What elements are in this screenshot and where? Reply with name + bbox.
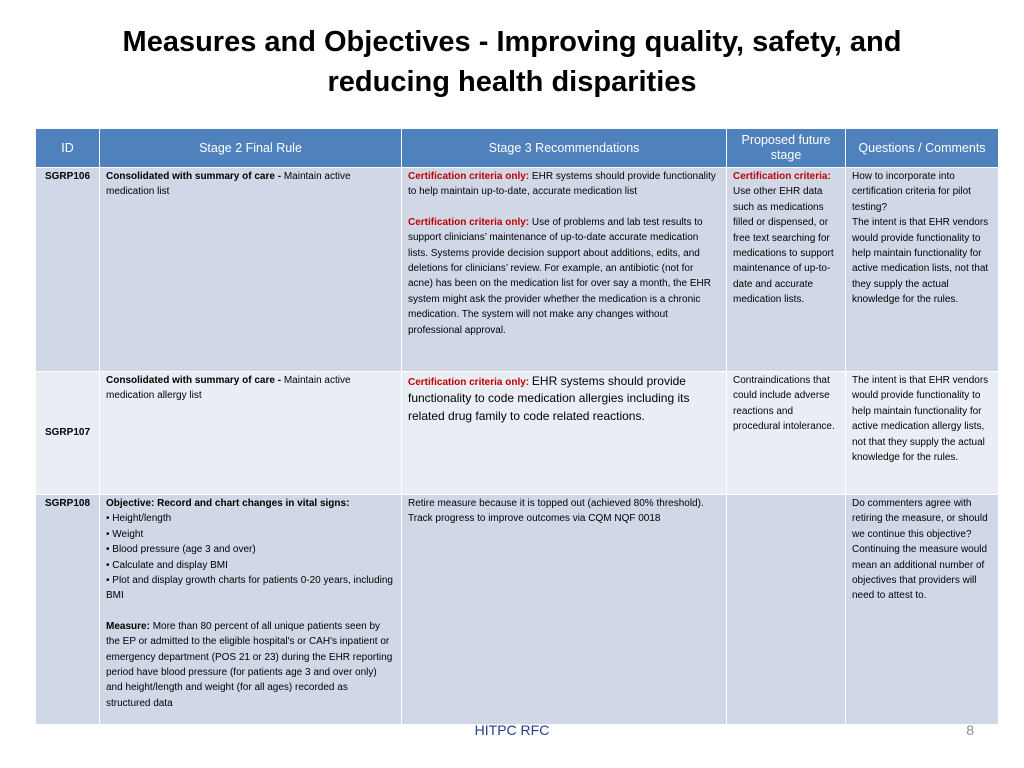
comments-cell [846, 495, 999, 725]
bullet-item: • Blood pressure (age 3 and over) [106, 544, 256, 556]
measure-label: Measure: [106, 620, 150, 632]
comments-cell [846, 168, 999, 372]
header-comments: Questions / Comments [846, 129, 999, 168]
stage3-label: Certification criteria only: [408, 216, 530, 228]
header-id: ID [36, 129, 100, 168]
stage2-objective: Objective: Record and chart changes in vital signs: [106, 498, 350, 509]
row-id: SGRP108 [36, 495, 100, 725]
slide-title: Measures and Objectives - Improving quality, safety, and reducing health disparities [122, 26, 902, 98]
bullet-item: • Plot and display growth charts for patients 0-20 years, including BMI [106, 575, 393, 602]
future-text: Contraindications that could include adverse reactions and procedural intolerance. [733, 375, 835, 433]
page-number: 8 [966, 722, 974, 738]
future-label: Certification criteria: [733, 171, 831, 182]
stage2-text: Maintain active medication list [106, 171, 351, 198]
row-id: SGRP107 [36, 372, 100, 495]
header-stage3: Stage 3 Recommendations [402, 129, 727, 168]
future-stage-cell [727, 168, 846, 372]
table-row [36, 495, 999, 725]
stage3-text: EHR systems should provide functionality to help maintain up-to-date, accurate medication list [408, 171, 716, 198]
header-stage2: Stage 2 Final Rule [100, 129, 402, 168]
stage3-cell [402, 372, 727, 495]
stage3-text: Use of problems and lab test results to support clinicians’ maintenance of up-to-date accurate medication lists. Systems provide decision support about additions, edits, and deletions for clinicians’ review. For example, an antibiotic (not for acne) has been on the medication list for over say a month, the EHR system might ask the provider whether the medication is a chronic medication. The system will not make any changes without professional approval. [408, 216, 711, 336]
stage3-cell [402, 495, 727, 725]
future-stage-cell [727, 372, 846, 495]
stage2-cell [100, 372, 402, 495]
stage3-text: EHR systems should provide functionality to code medication allergies including its related drug family to code related reactions. [408, 374, 690, 423]
measures-table [35, 128, 999, 725]
table-header-row [36, 129, 999, 168]
stage2-cell [100, 495, 402, 725]
comments-cell [846, 372, 999, 495]
future-text: Use other EHR data such as medications filled or dispensed, or free text searching for medications to support maintenance of up-to-date and accurate medication lists. [733, 186, 834, 306]
stage3-text: Retire measure because it is topped out (achieved 80% threshold). Track progress to improve outcomes via CQM NQF 0018 [408, 498, 704, 525]
table-row [36, 372, 999, 495]
bullet-item: • Calculate and display BMI [106, 559, 228, 571]
comments-text: Do commenters agree with retiring the measure, or should we continue this objective? Continuing the measure would mean an additional number of objectives that providers will need to attest to. [852, 498, 988, 602]
table-row [36, 168, 999, 372]
row-id: SGRP106 [36, 168, 100, 372]
comments-text: The intent is that EHR vendors would provide functionality to help maintain functionality for active medication allergy lists, not that they supply the actual knowledge for the rules. [852, 375, 989, 464]
stage2-bold-label: Consolidated with summary of care - [106, 171, 282, 182]
measure-text: More than 80 percent of all unique patients seen by the EP or admitted to the eligible hospital's or CAH's inpatient or emergency department (POS 21 or 23) during the EHR reporting period have blood pressure (for patients age 3 and over only) and height/length and weight (for all ages) recorded as structured data [106, 620, 393, 709]
future-stage-cell [727, 495, 846, 725]
bullet-item: • Weight [106, 528, 144, 540]
slide-footer: HITPC RFC [474, 722, 550, 738]
comments-text: How to incorporate into certification criteria for pilot testing? The intent is that EHR vendors would provide functionality to help maintain functionality for active medication lists, not that they supply the actual knowledge for the rules. [852, 171, 989, 306]
stage2-cell [100, 168, 402, 372]
stage2-text: Maintain active medication allergy list [106, 375, 351, 402]
stage3-label: Certification criteria only: [408, 377, 530, 388]
stage2-bold-label: Consolidated with summary of care - [106, 375, 282, 386]
header-future-stage: Proposed future stage [727, 129, 846, 168]
stage3-label: Certification criteria only: [408, 171, 530, 182]
bullet-item: • Height/length [106, 513, 172, 525]
stage3-cell [402, 168, 727, 372]
